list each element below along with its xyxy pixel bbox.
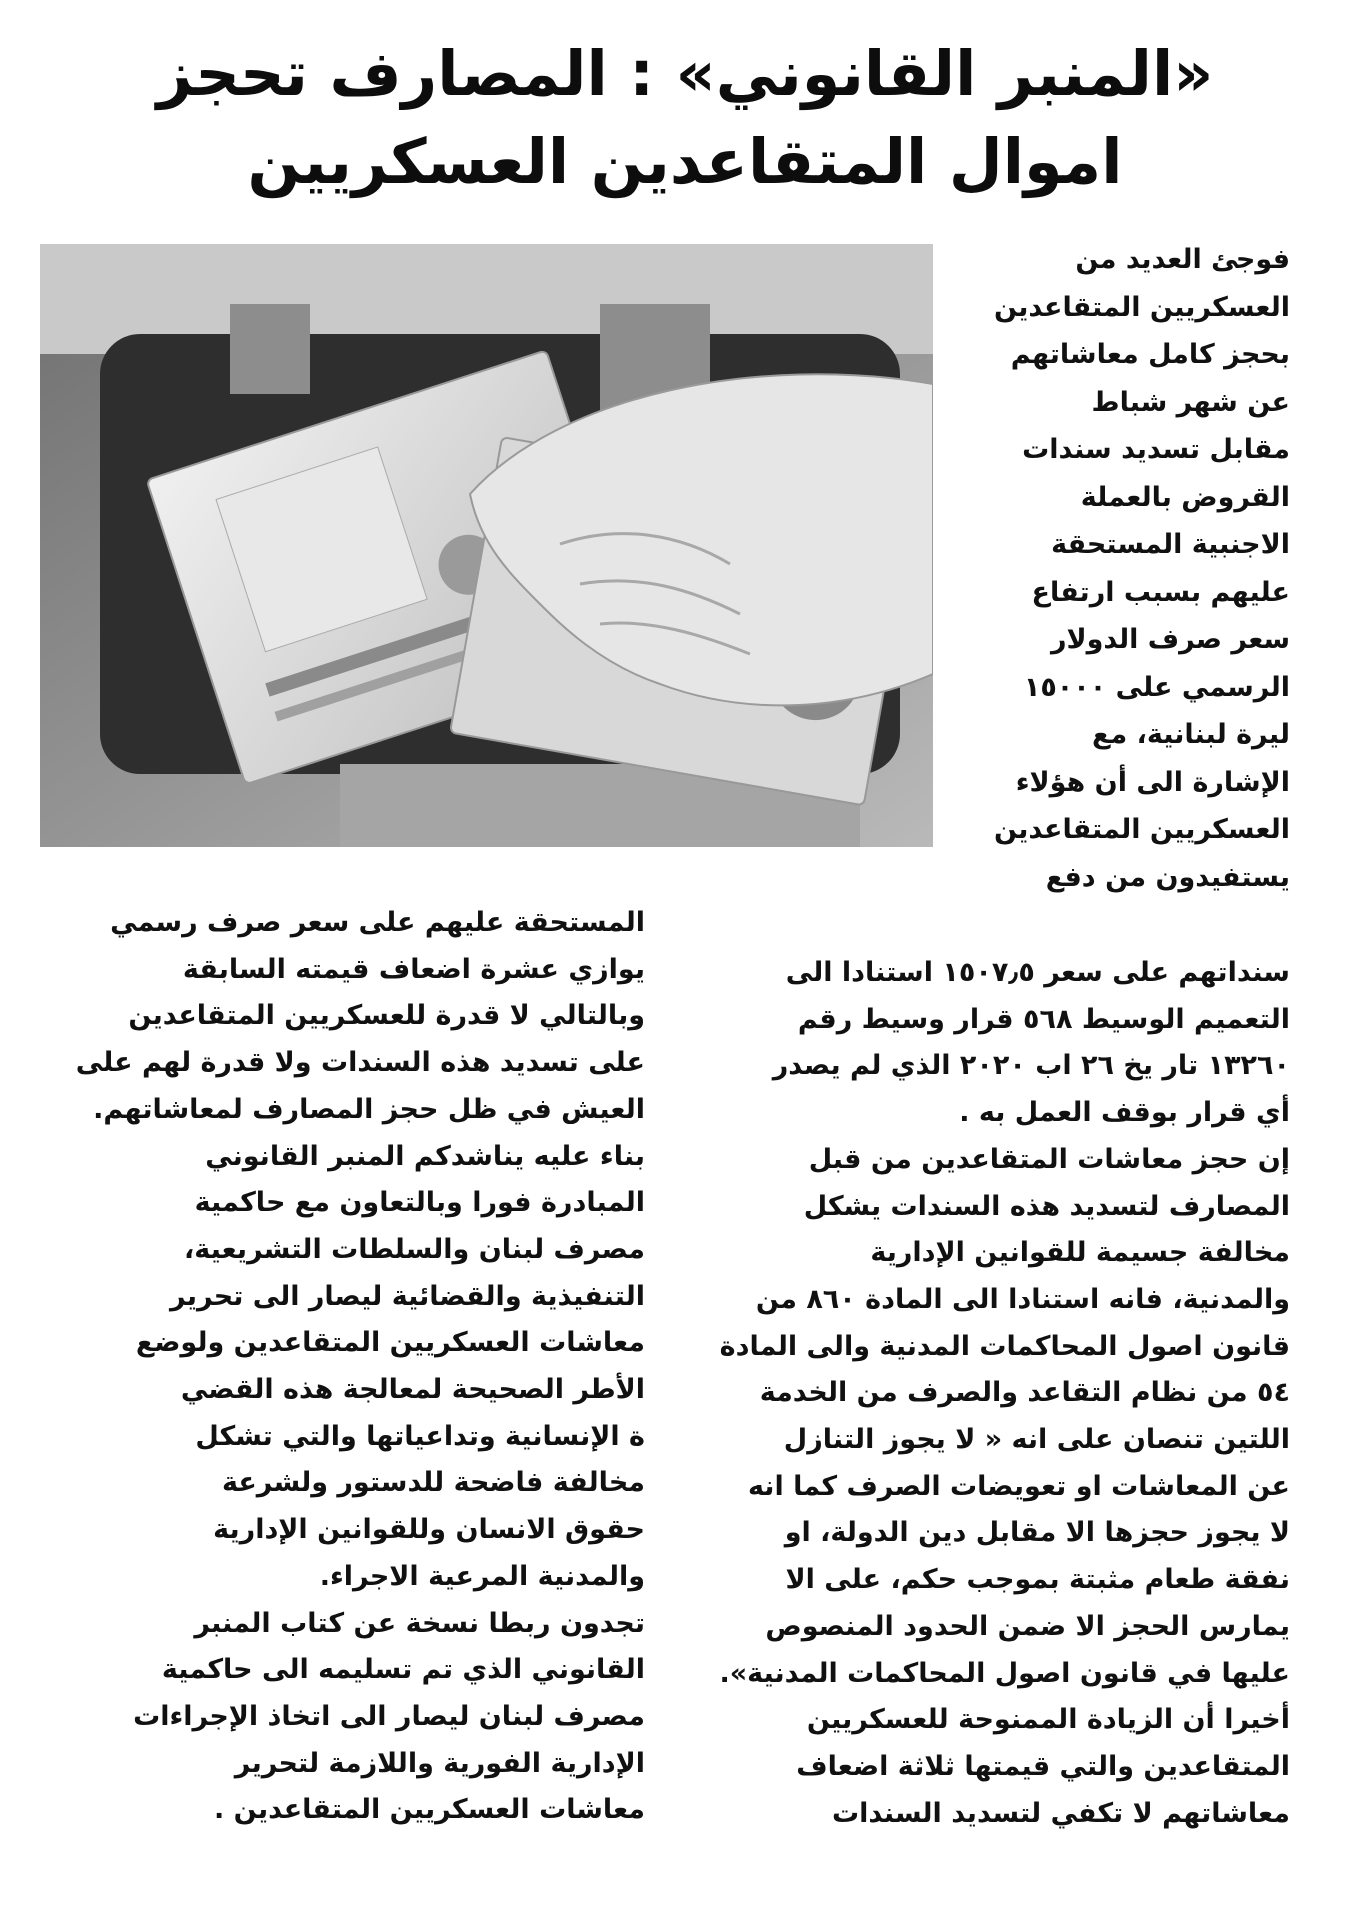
text-line: قانون اصول المحاكمات المدنية والى المادة bbox=[719, 1330, 1290, 1362]
text-line: المصارف لتسديد هذه السندات يشكل bbox=[803, 1190, 1290, 1222]
text-line: الرسمي على ١٥٠٠٠ bbox=[1023, 671, 1290, 703]
text-line: والمدنية، فانه استنادا الى المادة ٨٦٠ من bbox=[755, 1283, 1290, 1315]
text-line: مخالفة فاضحة للدستور ولشرعة bbox=[221, 1467, 645, 1499]
text-line: على تسديد هذه السندات ولا قدرة لهم على bbox=[75, 1047, 645, 1079]
text-line: المبادرة فورا وبالتعاون مع حاكمية bbox=[194, 1187, 645, 1219]
text-line: مصرف لبنان والسلطات التشريعية، bbox=[183, 1233, 645, 1265]
text-line: نفقة طعام مثبتة بموجب حكم، على الا bbox=[785, 1564, 1290, 1596]
text-line: وبالتالي لا قدرة للعسكريين المتقاعدين bbox=[128, 1000, 645, 1032]
text-line: ليرة لبنانية، مع bbox=[1092, 719, 1290, 750]
text-line: يستفيدون من دفع bbox=[1045, 861, 1290, 893]
text-line: اللتين تنصان على انه « لا يجوز التنازل bbox=[783, 1424, 1290, 1456]
text-line: أخيرا أن الزيادة الممنوحة للعسكريين bbox=[806, 1704, 1290, 1736]
text-line: ة الإنسانية وتداعياتها والتي تشكل bbox=[195, 1420, 645, 1452]
text-line: لا يجوز حجزها الا مقابل دين الدولة، او bbox=[784, 1517, 1290, 1549]
headline-line-1: «المنبر القانوني» : المصارف تحجز bbox=[156, 37, 1214, 110]
banknotes-photo-icon bbox=[40, 244, 933, 847]
text-line: الإدارية الفورية واللازمة لتحرير bbox=[234, 1747, 645, 1779]
text-line: بحجز كامل معاشاتهم bbox=[1010, 339, 1290, 370]
text-line: عليها في قانون اصول المحاكمات المدنية». bbox=[719, 1657, 1290, 1689]
text-line: مقابل تسديد سندات bbox=[1022, 434, 1290, 465]
text-line: التعميم الوسيط ٥٦٨ قرار وسيط رقم bbox=[797, 1003, 1290, 1035]
text-line: مخالفة جسيمة للقوانين الإدارية bbox=[870, 1237, 1290, 1269]
article-column-right-bottom bbox=[690, 950, 1290, 1837]
text-line: إن حجز معاشات المتقاعدين من قبل bbox=[808, 1143, 1290, 1175]
text-line: العسكريين المتقاعدين bbox=[993, 814, 1290, 845]
banknotes-photo bbox=[40, 244, 933, 847]
text-line: بناء عليه يناشدكم المنبر القانوني bbox=[205, 1140, 645, 1172]
article-column-right-top bbox=[950, 236, 1290, 901]
text-line: والمدنية المرعية الاجراء. bbox=[319, 1560, 645, 1592]
text-line: التنفيذية والقضائية ليصار الى تحرير bbox=[170, 1280, 645, 1312]
text-line: الإشارة الى أن هؤلاء bbox=[1015, 766, 1290, 798]
text-line: عن شهر شباط bbox=[1091, 386, 1290, 418]
text-line: المستحقة عليهم على سعر صرف رسمي bbox=[110, 907, 645, 938]
text-line: القروض بالعملة bbox=[1080, 481, 1290, 513]
text-line: يمارس الحجز الا ضمن الحدود المنصوص bbox=[765, 1610, 1290, 1642]
text-line: العسكريين المتقاعدين bbox=[993, 291, 1290, 323]
article-headline bbox=[60, 30, 1310, 206]
text-line: القانوني الذي تم تسليمه الى حاكمية bbox=[161, 1654, 645, 1686]
text-line: فوجئ العديد من bbox=[1075, 244, 1290, 275]
text-line: معاشات العسكريين المتقاعدين ولوضع bbox=[135, 1327, 645, 1359]
text-line: المتقاعدين والتي قيمتها ثلاثة اضعاف bbox=[796, 1750, 1290, 1782]
article-column-left-bottom bbox=[45, 900, 645, 1834]
text-line: الأطر الصحيحة لمعالجة هذه القضي bbox=[180, 1374, 645, 1406]
text-line: معاشاتهم لا تكفي لتسديد السندات bbox=[831, 1797, 1290, 1829]
text-line: عليهم بسبب ارتفاع bbox=[1031, 576, 1290, 608]
text-line: ٥٤ من نظام التقاعد والصرف من الخدمة bbox=[759, 1377, 1290, 1409]
text-line: مصرف لبنان ليصار الى اتخاذ الإجراءات bbox=[133, 1700, 645, 1732]
text-line: حقوق الانسان وللقوانين الإدارية bbox=[213, 1514, 645, 1546]
text-line: معاشات العسكريين المتقاعدين . bbox=[214, 1794, 645, 1826]
text-line: ١٣٢٦٠ تار يخ ٢٦ اب ٢٠٢٠ الذي لم يصدر bbox=[772, 1050, 1290, 1082]
text-line: سعر صرف الدولار bbox=[1050, 624, 1290, 655]
text-line: العيش في ظل حجز المصارف لمعاشاتهم. bbox=[93, 1093, 645, 1125]
text-line: تجدون ربطا نسخة عن كتاب المنبر bbox=[194, 1607, 645, 1639]
text-line: سنداتهم على سعر ١٥٠٧٫٥ استنادا الى bbox=[785, 957, 1290, 988]
text-line: عن المعاشات او تعويضات الصرف كما انه bbox=[747, 1470, 1290, 1502]
headline-line-2: اموال المتقاعدين العسكريين bbox=[247, 125, 1123, 198]
text-line: أي قرار بوقف العمل به . bbox=[959, 1097, 1290, 1129]
text-line: يوازي عشرة اضعاف قيمته السابقة bbox=[182, 953, 645, 985]
text-line: الاجنبية المستحقة bbox=[1051, 529, 1290, 560]
